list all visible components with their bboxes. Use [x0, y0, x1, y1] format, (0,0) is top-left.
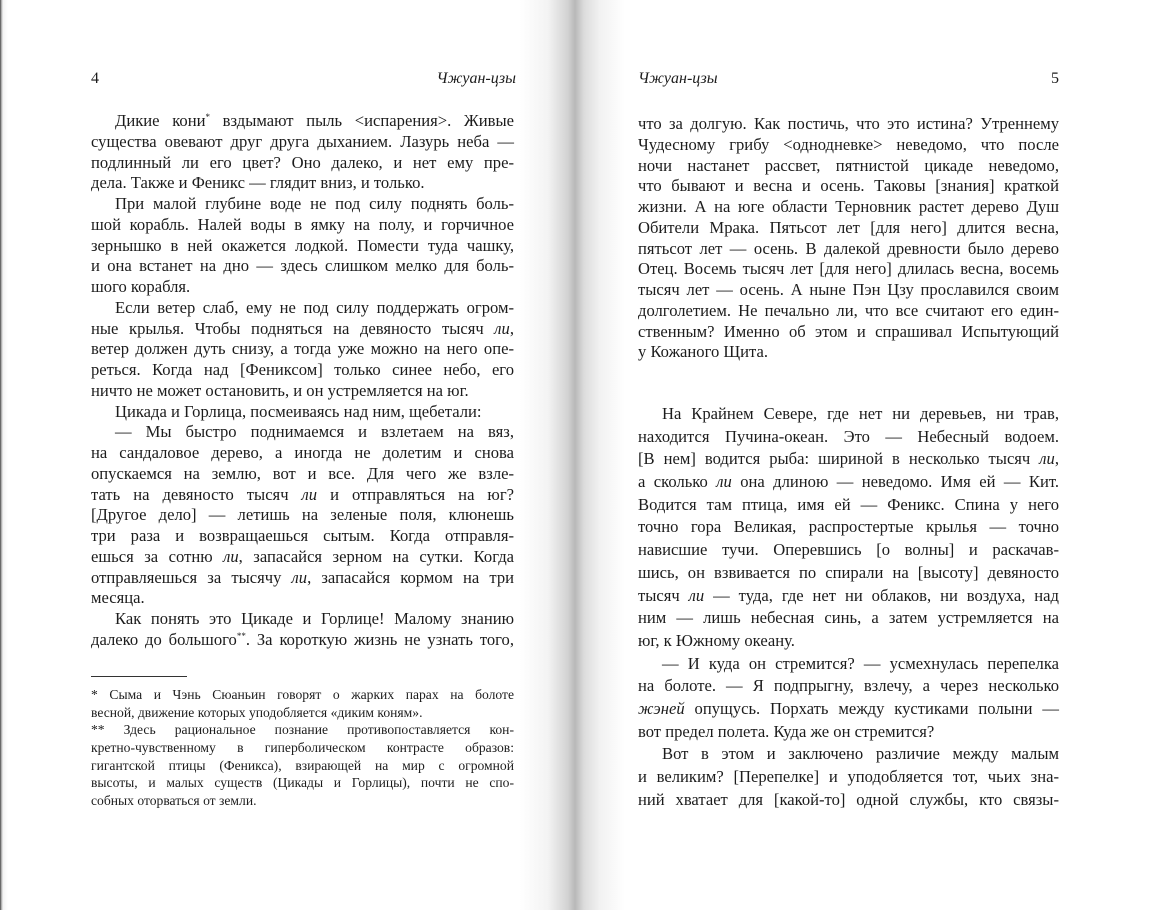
text-segment: нависшие тучи. Оперевшись [о волны] и раскачав-: [638, 540, 1059, 560]
text-line: [638, 156, 1059, 177]
text-segment: находится Пучина-океан. Это — Небесный водоем.: [638, 426, 1059, 446]
text-segment: ночи настанет рассвет, пятнистой цикаде неведомо,: [638, 155, 1059, 175]
text-segment: гигантской птицы (Феникса), взирающей на мир с огромной: [91, 757, 514, 773]
text-segment: три раза и возвращаешься сытым. Когда отправля-: [91, 526, 514, 545]
text-line: [91, 422, 514, 443]
page-number: 5: [1051, 70, 1059, 87]
right-page-body-bottom: [638, 403, 1059, 811]
text-segment: тать на девяносто тысяч: [91, 484, 302, 504]
text-segment: зернышко в ней окажется лодкой. Помести туда чашку,: [91, 235, 514, 255]
text-segment: ний хватает для [какой-то] одной службы, кто связы-: [638, 789, 1059, 809]
text-line: [91, 609, 514, 630]
right-page-header: [638, 70, 1059, 90]
text-line: [91, 194, 514, 215]
italic-term: ли: [291, 567, 308, 587]
text-segment: шого корабля.: [91, 277, 191, 296]
text-line: [638, 789, 1059, 812]
paragraph: [638, 653, 1059, 744]
text-segment: [Другое дело] — летишь на зеленые поля, клюнешь: [91, 505, 514, 525]
text-line: [638, 197, 1059, 218]
text-segment: ним — лишь небесная синь, а затем устремляется на: [638, 608, 1059, 628]
italic-term: ли: [688, 585, 705, 605]
text-segment: шой корабль. Налей воды в ямку на полу, и горчичное: [91, 214, 514, 234]
right-page: [638, 0, 1059, 910]
text-segment: Если ветер слаб, ему не под силу поддержать огром-: [115, 297, 514, 317]
paragraph: [91, 111, 514, 194]
text-segment: реться. Когда над [Фениксом] только синее небо, его: [91, 360, 514, 379]
text-segment: опущусь. Порхать между кустиками полыни —: [684, 698, 1059, 718]
text-segment: далеко до большого: [91, 629, 237, 649]
text-line: [91, 568, 514, 589]
left-page: [91, 0, 514, 910]
text-line: [91, 319, 514, 340]
paragraph: [91, 609, 514, 651]
text-segment: — туда, где нет ни облаков, ни воздуха, над: [704, 585, 1059, 605]
text-line: [638, 448, 1059, 471]
paragraph: [638, 403, 1059, 653]
text-segment: ,: [1054, 449, 1059, 469]
text-segment: весной, движение которых уподобляется «диким коням».: [91, 704, 423, 720]
text-line: [638, 698, 1059, 721]
text-segment: существа овевают друг друга дыханием. Лазурь неба —: [91, 131, 514, 151]
italic-term: ли: [301, 484, 318, 504]
text-segment: кретно-чувственному в гиперболическом контрасте образов:: [91, 740, 514, 756]
running-head: Чжуан-цзы: [638, 70, 718, 87]
text-line: [638, 280, 1059, 301]
paragraph: [91, 194, 514, 298]
right-page-body-top: [638, 114, 1059, 363]
text-segment: Вот в этом и заключено различие между малым: [662, 744, 1059, 764]
text-line: [91, 360, 514, 381]
text-line: [91, 526, 514, 547]
text-line: [91, 721, 514, 739]
text-line: [638, 743, 1059, 766]
paragraph: [638, 743, 1059, 811]
text-line: [91, 132, 514, 153]
text-segment: шись, он взвивается по спирали на [высоту] девяносто: [638, 562, 1059, 582]
text-line: [638, 721, 1059, 744]
text-segment: она длиною — неведомо. Имя ей — Кит.: [731, 472, 1059, 492]
text-segment: Водится там птица, имя ей — Феникс. Спина у него: [638, 494, 1059, 514]
paragraph: [638, 114, 1059, 363]
text-segment: * Сыма и Чэнь Сюаньин говорят о жарких парах на болоте: [91, 687, 514, 702]
text-segment: на сандаловое дерево, а иногда не долетим и снова: [91, 443, 514, 462]
text-segment: вот предел полета. Куда же он стремится?: [638, 721, 935, 741]
text-line: [638, 630, 1059, 653]
footnote-rule: [91, 676, 187, 677]
text-line: [638, 494, 1059, 517]
text-segment: собных оторваться от земли.: [91, 793, 257, 809]
text-line: [91, 485, 514, 506]
text-line: [638, 342, 1059, 363]
text-segment: что бывают и весна и осень. Таковы [знания] краткой: [638, 176, 1059, 196]
text-segment: подлинный ли его цвет? Оно далеко, и нет ему пре-: [91, 152, 514, 172]
text-segment: ные крылья. Чтобы подняться на девяносто тысяч: [91, 318, 495, 338]
text-line: [638, 301, 1059, 322]
text-segment: ,: [509, 318, 514, 338]
text-line: [638, 403, 1059, 426]
text-line: [638, 135, 1059, 156]
text-segment: Как понять это Цикаде и Горлице! Малому знанию: [115, 609, 514, 628]
text-segment: При малой глубине воде не под силу поднять боль-: [115, 194, 514, 213]
text-segment: дела. Также и Феникс — глядит вниз, и только.: [91, 173, 425, 193]
text-line: [638, 426, 1059, 449]
text-line: [638, 539, 1059, 562]
text-segment: Дикие кони: [115, 111, 206, 130]
text-line: [91, 298, 514, 319]
text-line: [91, 757, 514, 775]
text-segment: На Крайнем Севере, где нет ни деревьев, ни трав,: [662, 404, 1059, 423]
paragraph: [91, 402, 514, 423]
text-line: [638, 766, 1059, 789]
text-line: [638, 114, 1059, 135]
text-segment: месяца.: [91, 588, 145, 608]
italic-term: ли: [223, 546, 239, 566]
text-line: [638, 218, 1059, 239]
italic-term: ли: [494, 318, 510, 338]
paragraph: [91, 298, 514, 402]
text-line: [91, 588, 514, 609]
text-line: [638, 607, 1059, 630]
text-line: [91, 236, 514, 257]
text-line: [91, 686, 514, 704]
text-segment: , запасайся зерном на сутки. Когда: [238, 546, 514, 566]
text-segment: Цикада и Горлица, посмеиваясь над ним, щебетали:: [115, 401, 482, 421]
text-line: [91, 443, 514, 464]
text-line: [638, 675, 1059, 698]
text-segment: ничто не может остановить, и он устремляется на юг.: [91, 380, 469, 400]
italic-term: жэней: [638, 698, 685, 718]
text-segment: и отправляться на юг?: [317, 484, 514, 504]
text-segment: точно гора Великая, распростертые крылья — точно: [638, 517, 1059, 537]
footnote: [91, 686, 514, 721]
text-line: [91, 256, 514, 277]
text-line: [91, 339, 514, 360]
text-segment: жизни. А на юге области Терновник растет дерево Душ: [638, 197, 1059, 216]
text-line: [91, 547, 514, 568]
text-segment: а сколько: [638, 472, 717, 492]
text-segment: Чудесному грибу <однодневке> неведомо, что после: [638, 134, 1059, 154]
text-line: [91, 704, 514, 722]
text-segment: юг, к Южному океану.: [638, 630, 795, 650]
text-segment: что за долгую. Как постичь, что это истина? Утреннему: [638, 114, 1059, 133]
text-line: [91, 774, 514, 792]
text-segment: ** Здесь рациональное познание противопоставляется кон-: [91, 722, 514, 738]
footnote-marker: *: [205, 112, 210, 122]
text-segment: тысяч лет — осень. А ныне Пэн Цзу прославился своим: [638, 280, 1059, 299]
running-head: Чжуан-цзы: [436, 70, 516, 87]
text-segment: тысяч: [638, 585, 689, 605]
text-segment: , запасайся кормом на три: [307, 567, 515, 587]
text-segment: — И куда он стремится? — усмехнулась перепелка: [662, 653, 1059, 673]
text-line: [638, 585, 1059, 608]
text-segment: ственным? Именно об этом и спрашивал Испытующий: [638, 321, 1059, 341]
footnote: [91, 721, 514, 809]
text-segment: Обители Мрака. Пятьсот лет [для него] длится весна,: [638, 217, 1059, 237]
text-segment: отправляешься за тысячу: [91, 567, 292, 587]
text-line: [91, 630, 514, 651]
left-page-header: [91, 70, 514, 90]
text-segment: [В нем] водится рыба: шириной в несколько тысяч: [638, 449, 1040, 469]
text-line: [638, 239, 1059, 260]
text-line: [91, 381, 514, 402]
text-segment: высоты, и малых существ (Цикады и Горлицы), почти не спо-: [91, 775, 514, 791]
footnote-marker: **: [236, 630, 246, 641]
text-segment: и она встанет на дно — здесь слишком мелко для боль-: [91, 256, 514, 276]
text-line: [638, 471, 1059, 494]
text-segment: на болоте. — Я подпрыгну, взлечу, а через несколько: [638, 676, 1059, 696]
text-segment: . За короткую жизнь не узнать того,: [245, 629, 514, 649]
text-line: [638, 322, 1059, 343]
text-segment: и великим? [Перепелке] и уподобляется тот, чьих зна-: [638, 767, 1059, 786]
text-segment: ешься за сотню: [91, 546, 224, 566]
paragraph: [91, 422, 514, 609]
text-line: [638, 516, 1059, 539]
text-line: [91, 792, 514, 810]
text-line: [91, 173, 514, 194]
page-number: 4: [91, 70, 99, 87]
text-segment: — Мы быстро поднимаемся и взлетаем на вяз,: [115, 422, 514, 442]
left-page-body: [91, 111, 514, 651]
text-segment: пятьсот лет — осень. В далекой древности было дерево: [638, 238, 1059, 258]
text-segment: вздымают пыль <испарения>. Живые: [209, 111, 515, 130]
text-line: [91, 402, 514, 423]
text-line: [91, 464, 514, 485]
text-segment: Отец. Восемь тысяч лет [для него] длилась весна, восемь: [638, 259, 1059, 279]
text-line: [91, 153, 514, 174]
text-line: [91, 277, 514, 298]
text-line: [638, 259, 1059, 280]
text-line: [91, 111, 514, 132]
text-line: [91, 739, 514, 757]
text-line: [638, 653, 1059, 676]
text-line: [638, 562, 1059, 585]
italic-term: ли: [716, 472, 732, 492]
text-segment: опускаемся на землю, вот и все. Для чего же взле-: [91, 463, 514, 483]
text-line: [91, 505, 514, 526]
text-line: [91, 215, 514, 236]
italic-term: ли: [1039, 449, 1055, 469]
text-segment: долголетием. Не печально ли, что все считают его един-: [638, 300, 1059, 320]
text-line: [638, 176, 1059, 197]
footnotes: [91, 686, 514, 810]
text-segment: у Кожаного Щита.: [638, 342, 769, 362]
text-segment: ветер должен дуть снизу, а тогда уже можно на него опе-: [91, 339, 514, 359]
